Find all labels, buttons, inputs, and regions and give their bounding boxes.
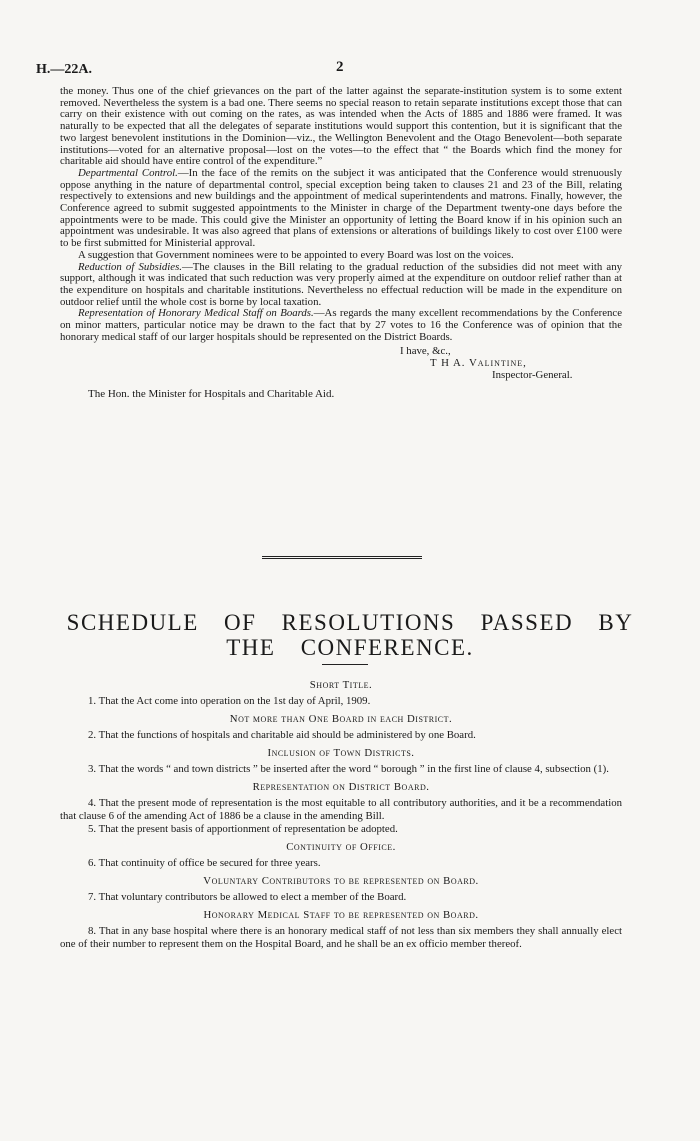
resolution-item: 6. That continuity of office be secured for three years. xyxy=(88,857,321,869)
departmental-control-paragraph xyxy=(60,168,622,250)
paragraph-text: —As regards the many excellent recommendations by the Conference on minor matters, particular notice may be drawn to the fact that by 27 votes to 16 the Conference was of opinion that the honorary medical staff of our larger hospitals should be represented on the District Boards. xyxy=(60,307,622,343)
resolution-item: 8. That in any base hospital where there is an honorary medical staff of not less than six members they shall annually elect one of their number to represent them on the Hospital Board, and he shall be an ex officio member thereof. xyxy=(60,925,622,950)
section-heading: Continuity of Office. xyxy=(286,841,396,853)
subsidies-paragraph xyxy=(60,262,622,309)
document-reference: H.—22A. xyxy=(36,62,92,77)
resolution-item: 2. That the functions of hospitals and charitable aid should be administered by one Board. xyxy=(88,729,476,741)
section-heading: Not more than One Board in each District. xyxy=(229,713,453,725)
letter-body xyxy=(60,86,622,401)
section-heading: Short Title. xyxy=(309,679,373,691)
addressee: The Hon. the Minister for Hospitals and Charitable Aid. xyxy=(88,388,335,401)
resolution-item: 7. That voluntary contributors be allowed to elect a member of the Board. xyxy=(88,891,407,903)
signature-block xyxy=(60,345,622,381)
title-underline xyxy=(322,664,368,665)
section-heading: Representation on District Board. xyxy=(252,781,430,793)
signatory-name: T H A. Valintine, xyxy=(430,357,527,370)
schedule-body xyxy=(60,674,622,951)
section-heading: Honorary Medical Staff to be represented on Board. xyxy=(203,909,479,921)
resolution-item: 5. That the present basis of apportionment of representation be adopted. xyxy=(88,823,398,835)
closing-line: I have, &c., xyxy=(400,345,451,358)
schedule-title: SCHEDULE OF RESOLUTIONS PASSED BY THE CONFERENCE. xyxy=(66,610,634,660)
resolution-item: 4. That the present mode of representation is the most equitable to all contributory authorities, and it be a recommendation that clause 6 of the amending Act of 1886 be a clause in the amending Bill. xyxy=(60,797,622,822)
letter-paragraph: the money. Thus one of the chief grievances on the part of the latter against the separate-institution system is to some extent removed. Nevertheless the system is a bad one. There seems no special reason to retain separate institutions except those that can carry on their existence with out coming on the rates, as was intended when the Acts of 1885 and 1886 were framed. It was naturally to be expected that all the delegates of separate institutions would support this contention, but it is significant that the two largest benevolent institutions in the Dominion—viz., the Wellington Benevolent and the Otago Benevolent—both separate institutions—voted for an alternative proposal—lost on the votes—to the effect that “ the Boards which find the money for charitable aid should have entire control of the expenditure.” xyxy=(60,85,622,168)
signatory-title: Inspector-General. xyxy=(492,369,573,382)
section-heading: Inclusion of Town Districts. xyxy=(267,747,415,759)
section-heading: Voluntary Contributors to be represented on Board. xyxy=(203,875,479,887)
paragraph-text: —The clauses in the Bill relating to the gradual reduction of the subsidies did not meet with any support, although it was indicated that such reduction was very properly aimed at the expenditure on outdoor relief rather than at the expenditure on hospitals and charitable institutions. Nevertheless no effectual reduction will be made in the expenditure on outdoor relief until the whole cost is borne by local taxation. xyxy=(60,260,622,308)
section-divider xyxy=(262,556,422,561)
resolution-item: 3. That the words “ and town districts ” be inserted after the word “ borough ” in the first line of clause 4, subsection (1). xyxy=(88,763,609,775)
paragraph-lead: Representation of Honorary Medical Staff on Boards. xyxy=(78,307,314,320)
suggestion-paragraph: A suggestion that Government nominees were to be appointed to every Board was lost on the voices. xyxy=(78,248,514,261)
page-number: 2 xyxy=(336,59,344,75)
paragraph-lead: Departmental Control. xyxy=(78,166,178,179)
representation-paragraph xyxy=(60,308,622,343)
resolution-item: 1. That the Act come into operation on the 1st day of April, 1909. xyxy=(88,695,371,707)
paragraph-lead: Reduction of Subsidies. xyxy=(78,260,182,273)
paragraph-text: —In the face of the remits on the subject it was anticipated that the Conference would strenuously oppose anything in the nature of departmental control, special exception being taken to clauses 21 and 23 of the Bill, relating respectively to extensions and new buildings and the appointment of medical superintendents and matrons. Finally, however, the Conference agreed to submit suggested appointments to the Minister in charge of the Department twenty-one days before the appointments were to be made. This could give the Minister an opportunity of letting the Board know if in his opinion such an appointment was undesirable. It was also agreed that plans of extensions or alterations of buildings likely to cost over £100 were to be first submitted for Ministerial approval. xyxy=(60,166,622,250)
